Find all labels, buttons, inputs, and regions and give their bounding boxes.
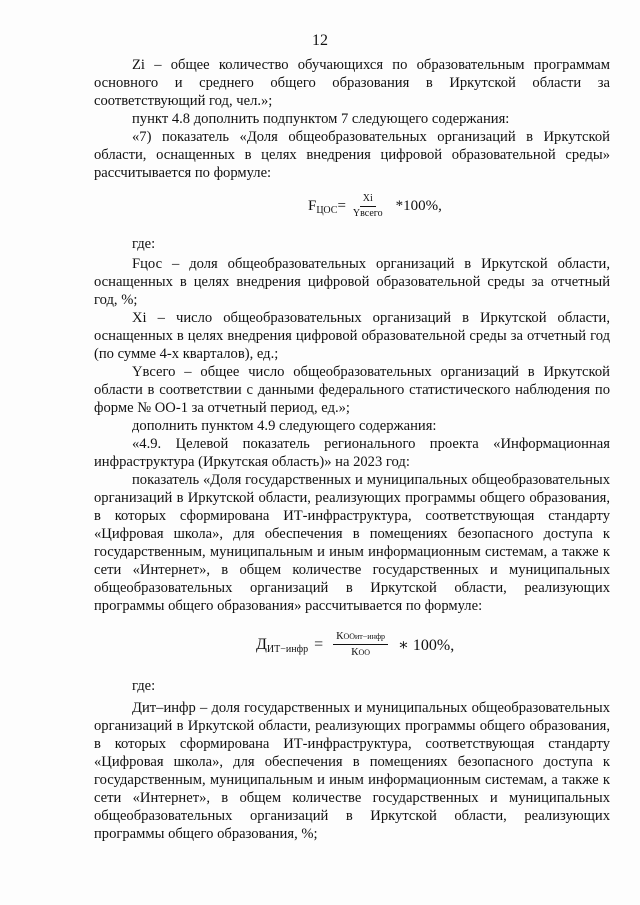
paragraph: «4.9. Целевой показатель регионального проекта «Информационная инфраструктура (Иркутская область)» на 2023 год: [94,436,610,470]
paragraph: «7) показатель «Доля общеобразовательных организаций в Иркутской области, оснащенных в целях внедрения цифровой образовательной среды» рассчитывается по формуле: [94,129,610,181]
formula-denominator: КОО [351,646,371,658]
paragraph: Yвсего – общее число общеобразовательных организаций в Иркутской области в соответствии с данными федерального статистического наблюдения по форме № ОО-1 за отчетный период, ед.»; [94,364,610,416]
formula-equals: = [337,198,346,214]
formula-lhs: ДИТ−инфр [256,635,309,655]
formula-lhs: $F_{ЦОС}$ [308,198,338,216]
paragraph: Xi – число общеобразовательных организаций в Иркутской области, оснащенных в целях внедрения цифровой образовательной среды за отчетный год (по сумме 4-х кварталов), ед.; [94,310,610,362]
text-block-1 [94,56,610,182]
paragraph: пункт 4.8 дополнить подпунктом 7 следующего содержания: [132,111,510,127]
paragraph: где: [132,236,156,252]
paragraph: дополнить пунктом 4.9 следующего содержания: [132,418,437,434]
text-block-3 [94,677,610,843]
formula-denominator: Yвсего [352,208,383,219]
formula-equals: = [314,635,324,653]
formula-fraction [350,193,386,220]
text-block-2 [94,235,610,615]
formula-tail: ∗ 100%, [398,636,455,654]
paragraph: показатель «Доля государственных и муниципальных общеобразовательных организаций в Иркутской области, реализующих программы общего образования, в которых сформирована ИТ-инфраструктура, соответствующая стандарту «Цифровая школа», для обеспечения в помещениях безопасного доступа к государственным, муниципальным и иным информационным системам, а также к сети «Интернет», в общем количестве государственных и муниципальных общеобразовательных организаций в Иркутской области, реализующих программы общего образования» рассчитывается по формуле: [94,472,610,614]
paragraph: Zi – общее количество обучающихся по образовательным программам основного и среднего общего образования в Иркутской области за соответствующий год, чел.»; [94,57,610,109]
formula-numerator: Xi [360,193,376,207]
formula-d-it [256,630,454,659]
formula-fraction [333,630,388,659]
paragraph: где: [132,678,156,694]
paragraph: Fцос – доля общеобразовательных организаций в Иркутской области, оснащенных в целях внедрения цифровой образовательной среды за отчетный год, %; [94,256,610,308]
page-number: 12 [312,32,328,49]
formula-tail: *100%, [395,198,442,214]
paragraph: Дит–инфр – доля государственных и муниципальных общеобразовательных организаций в Иркутской области, реализующих программы общего образования, в которых сформирована ИТ-инфраструктура, соответствующая стандарту «Цифровая школа», для обеспечения в помещениях безопасного доступа к государственным, муниципальным и иным информационным системам, а также к сети «Интернет», в общем количестве государственных и муниципальных общеобразовательных организаций в Иркутской области, реализующих программы общего образования, %; [94,700,610,842]
formula-numerator: КООит−инфр [333,630,388,645]
formula-f-cos [308,193,442,220]
